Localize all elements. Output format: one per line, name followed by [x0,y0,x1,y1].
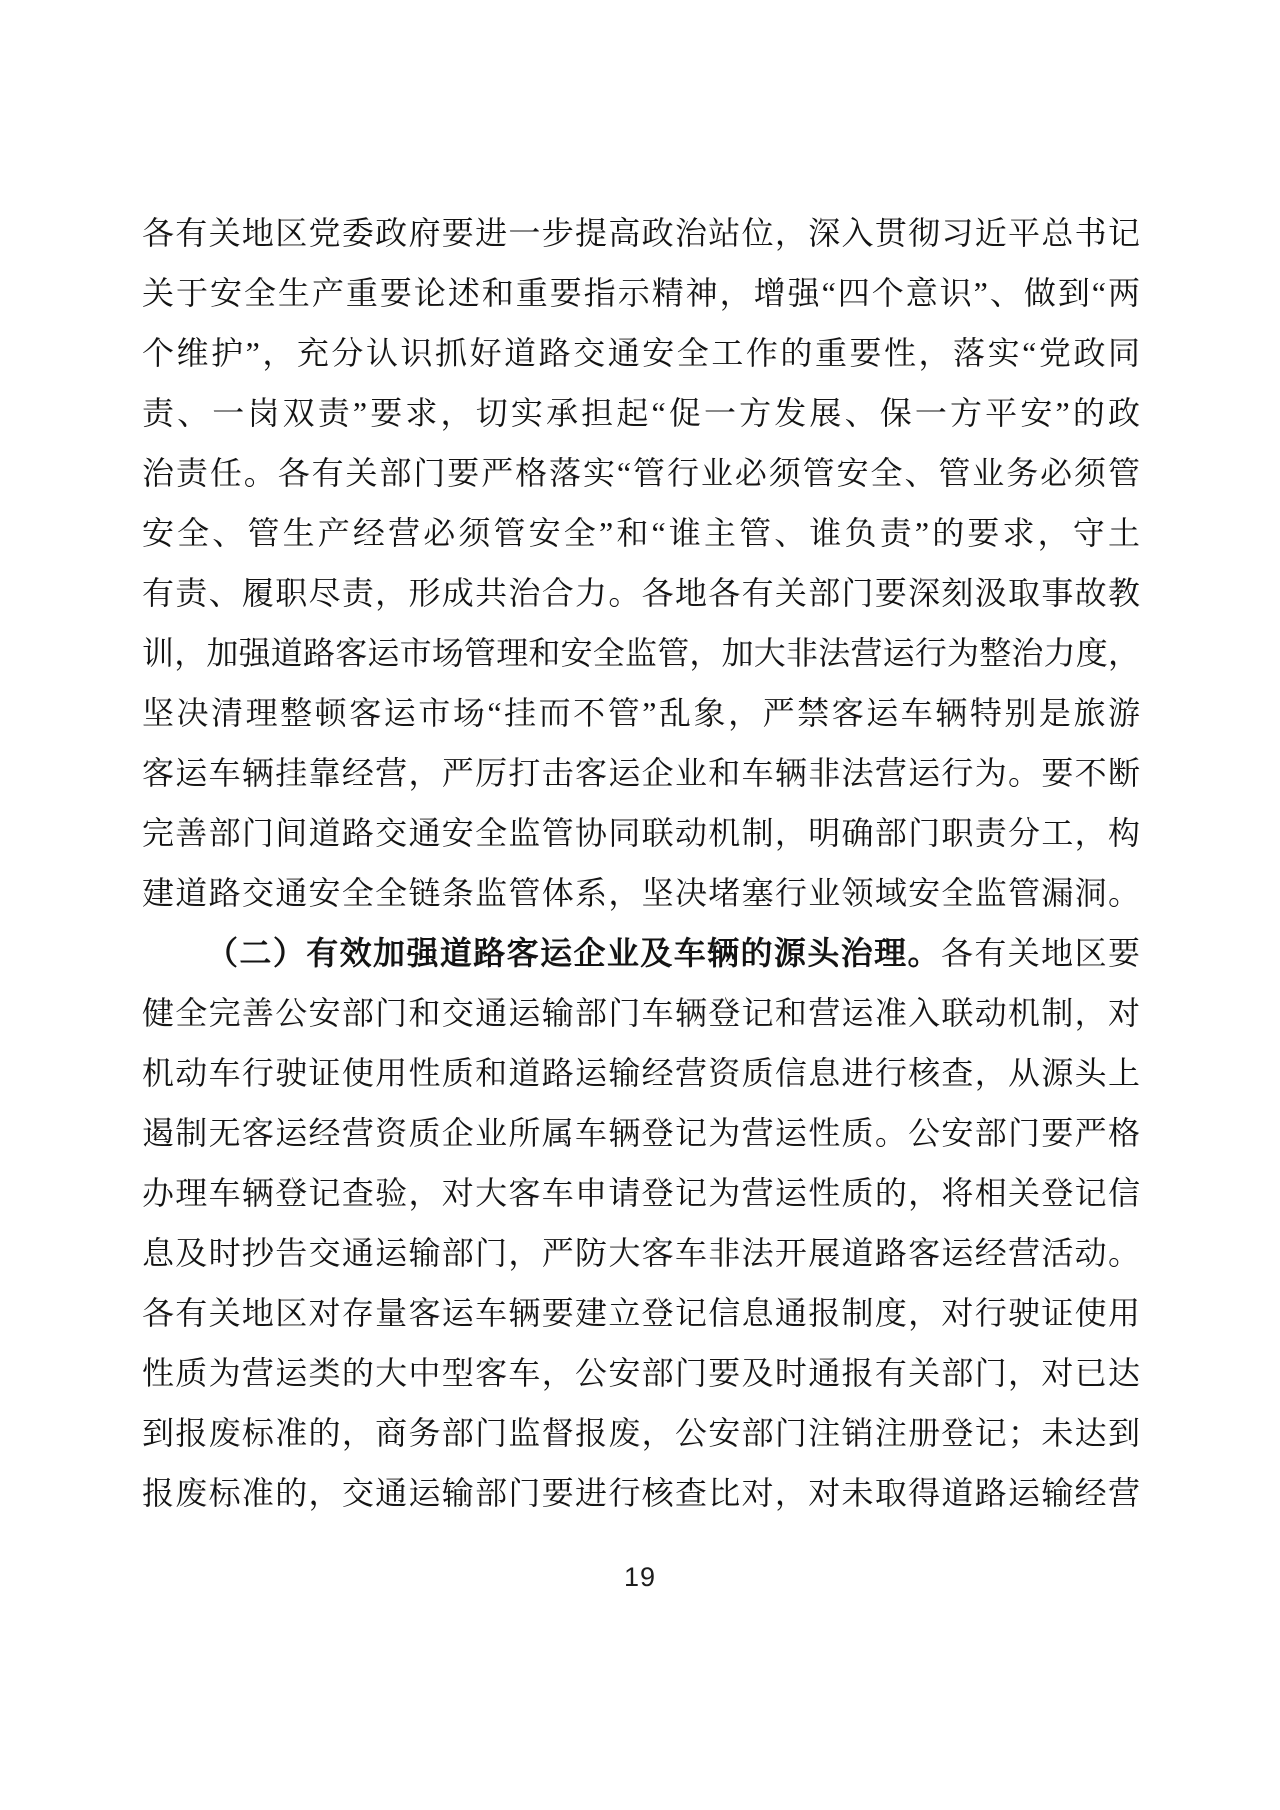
body-text-segment: 建道路交通安全全链条监管体系，坚决堵塞行业领域安全监管漏洞。 [142,875,1140,911]
body-text-segment: 完善部门间道路交通安全监管协同联动机制，明确部门职责分工，构 [142,815,1140,851]
body-text-segment: 各有关地区对存量客运车辆要建立登记信息通报制度，对行驶证使用 [142,1295,1140,1331]
body-text-segment: 健全完善公安部门和交通运输部门车辆登记和营运准入联动机制，对 [142,995,1140,1031]
text-line [142,983,1140,1043]
text-line [142,1463,1140,1523]
page-number: 19 [623,1562,657,1592]
text-line [142,1223,1140,1283]
body-text-segment: 治责任。各有关部门要严格落实“管行业必须管安全、管业务必须管 [142,455,1140,491]
text-line [142,383,1140,443]
text-line [142,1103,1140,1163]
text-line [142,923,1140,983]
body-text-segment: 坚决清理整顿客运市场“挂而不管”乱象，严禁客运车辆特别是旅游 [142,695,1140,731]
text-line [142,803,1140,863]
text-line [142,1043,1140,1103]
text-line [142,623,1140,683]
body-text-segment: 安全、管生产经营必须管安全”和“谁主管、谁负责”的要求，守土 [142,515,1140,551]
body-text-segment: 办理车辆登记查验，对大客车申请登记为营运性质的，将相关登记信 [142,1175,1140,1211]
text-line [142,1163,1140,1223]
text-line [142,563,1140,623]
text-line [142,443,1140,503]
body-text-segment: 遏制无客运经营资质企业所属车辆登记为营运性质。公安部门要严格 [142,1115,1140,1151]
section-heading-text: （二）有效加强道路客运企业及车辆的源头治理。 [206,935,941,971]
body-text-segment: 有责、履职尽责，形成共治合力。各地各有关部门要深刻汲取事故教 [142,575,1140,611]
text-line [142,743,1140,803]
body-text-segment: 各有关地区党委政府要进一步提高政治站位，深入贯彻习近平总书记 [142,215,1140,251]
body-text-segment: 息及时抄告交通运输部门，严防大客车非法开展道路客运经营活动。 [142,1235,1140,1271]
body-text-segment: 个维护”，充分认识抓好道路交通安全工作的重要性，落实“党政同 [142,335,1140,371]
text-line [142,1343,1140,1403]
body-text-segment: 报废标准的，交通运输部门要进行核查比对，对未取得道路运输经营 [142,1475,1140,1511]
body-text-segment: 客运车辆挂靠经营，严厉打击客运企业和车辆非法营运行为。要不断 [142,755,1140,791]
text-line [142,863,1140,923]
document-body-text [142,203,1140,1523]
body-text-segment: 性质为营运类的大中型客车，公安部门要及时通报有关部门，对已达 [142,1355,1140,1391]
body-text-segment: 关于安全生产重要论述和重要指示精神，增强“四个意识”、做到“两 [142,275,1140,311]
text-line [142,323,1140,383]
body-text-segment: 各有关地区要 [940,935,1140,971]
body-text-segment: 到报废标准的，商务部门监督报废，公安部门注销注册登记；未达到 [142,1415,1140,1451]
text-line [142,683,1140,743]
body-text-segment: 责、一岗双责”要求，切实承担起“促一方发展、保一方平安”的政 [142,395,1140,431]
text-line [142,1403,1140,1463]
body-text-segment: 机动车行驶证使用性质和道路运输经营资质信息进行核查，从源头上 [142,1055,1140,1091]
text-line [142,503,1140,563]
text-line [142,263,1140,323]
body-text-segment: 训，加强道路客运市场管理和安全监管，加大非法营运行为整治力度， [142,635,1140,671]
text-line [142,203,1140,263]
text-line [142,1283,1140,1343]
